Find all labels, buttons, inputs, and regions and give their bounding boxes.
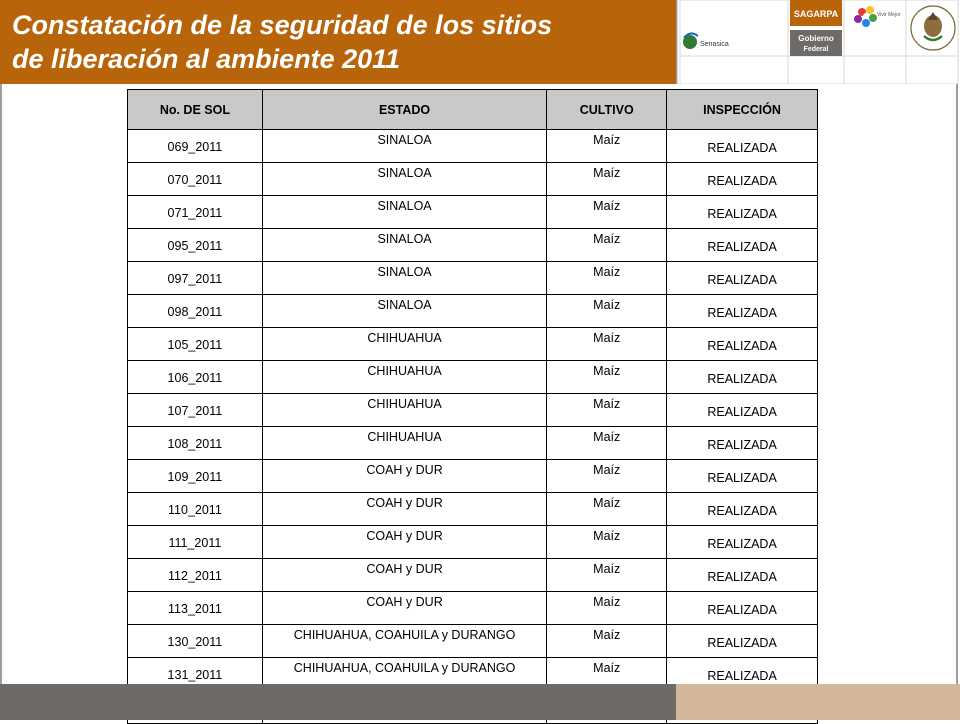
cell-inspeccion: REALIZADA [667, 130, 818, 163]
cell-inspeccion: REALIZADA [667, 559, 818, 592]
cell-estado: COAH y DUR [262, 460, 547, 493]
cell-no-sol: 098_2011 [128, 295, 263, 328]
cell-inspeccion: REALIZADA [667, 295, 818, 328]
cell-inspeccion: REALIZADA [667, 460, 818, 493]
gobierno-text-2: Federal [803, 46, 829, 53]
cell-cultivo: Maíz [547, 196, 667, 229]
cell-cultivo: Maíz [547, 427, 667, 460]
cell-no-sol: 071_2011 [128, 196, 263, 229]
table-row [128, 229, 818, 262]
footer-bar-tan [676, 684, 960, 720]
cell-no-sol: 110_2011 [128, 493, 263, 526]
gobierno-text-1: Gobierno [798, 34, 834, 43]
cell-inspeccion: REALIZADA [667, 361, 818, 394]
cell-cultivo: Maíz [547, 592, 667, 625]
header-no-sol: No. DE SOL [128, 90, 263, 130]
table-row [128, 460, 818, 493]
cell-estado: SINALOA [262, 295, 547, 328]
cell-inspeccion: REALIZADA [667, 328, 818, 361]
table-row [128, 163, 818, 196]
cell-estado: CHIHUAHUA [262, 394, 547, 427]
left-frame-rule [0, 84, 2, 684]
slide-title-line-2: de liberación al ambiente 2011 [12, 44, 401, 74]
cell-estado: SINALOA [262, 196, 547, 229]
header-inspeccion: INSPECCIÓN [667, 90, 818, 130]
cell-inspeccion: REALIZADA [667, 658, 818, 691]
cell-estado: CHIHUAHUA, COAHUILA y DURANGO [262, 625, 547, 658]
cell-cultivo: Maíz [547, 130, 667, 163]
cell-estado: COAH y DUR [262, 493, 547, 526]
table-row [128, 361, 818, 394]
cell-inspeccion: REALIZADA [667, 625, 818, 658]
cell-cultivo: Maíz [547, 526, 667, 559]
cell-no-sol: 070_2011 [128, 163, 263, 196]
cell-cultivo: Maíz [547, 658, 667, 691]
cell-no-sol: 106_2011 [128, 361, 263, 394]
cell-estado: CHIHUAHUA [262, 328, 547, 361]
cell-no-sol: 113_2011 [128, 592, 263, 625]
cell-cultivo: Maíz [547, 295, 667, 328]
cell-estado: SINALOA [262, 163, 547, 196]
cell-estado: CHIHUAHUA [262, 427, 547, 460]
cell-inspeccion: REALIZADA [667, 163, 818, 196]
cell-cultivo: Maíz [547, 460, 667, 493]
table-row [128, 592, 818, 625]
logo-banner [676, 0, 960, 84]
cell-inspeccion: REALIZADA [667, 526, 818, 559]
table-header-row [128, 90, 818, 130]
cell-cultivo: Maíz [547, 625, 667, 658]
vivir-mejor-text: Vivir Mejor [877, 12, 901, 18]
senasica-logo [683, 33, 729, 49]
cell-no-sol: 130_2011 [128, 625, 263, 658]
table-row [128, 526, 818, 559]
cell-inspeccion: REALIZADA [667, 229, 818, 262]
cell-inspeccion: REALIZADA [667, 262, 818, 295]
table-row [128, 196, 818, 229]
cell-no-sol: 095_2011 [128, 229, 263, 262]
cell-no-sol: 069_2011 [128, 130, 263, 163]
cell-cultivo: Maíz [547, 328, 667, 361]
table-row [128, 493, 818, 526]
table-row [128, 625, 818, 658]
header-estado: ESTADO [262, 90, 547, 130]
table-row [128, 130, 818, 163]
slide-title [12, 8, 672, 76]
cell-cultivo: Maíz [547, 163, 667, 196]
cell-inspeccion: REALIZADA [667, 196, 818, 229]
header-cultivo: CULTIVO [547, 90, 667, 130]
cell-no-sol: 107_2011 [128, 394, 263, 427]
right-frame-rule [956, 84, 958, 684]
cell-inspeccion: REALIZADA [667, 427, 818, 460]
cell-estado: CHIHUAHUA, COAHUILA y DURANGO [262, 658, 547, 691]
cell-estado: SINALOA [262, 229, 547, 262]
table-row [128, 559, 818, 592]
cell-cultivo: Maíz [547, 559, 667, 592]
gobierno-federal-logo [790, 30, 842, 56]
cell-estado: COAH y DUR [262, 526, 547, 559]
cell-cultivo: Maíz [547, 229, 667, 262]
footer-bar-dark [0, 684, 676, 720]
cell-estado: SINALOA [262, 262, 547, 295]
cell-inspeccion: REALIZADA [667, 394, 818, 427]
cell-inspeccion: REALIZADA [667, 592, 818, 625]
cell-inspeccion: REALIZADA [667, 493, 818, 526]
cell-cultivo: Maíz [547, 262, 667, 295]
cell-cultivo: Maíz [547, 394, 667, 427]
cell-no-sol: 097_2011 [128, 262, 263, 295]
sagarpa-text: SAGARPA [793, 9, 839, 19]
table-row [128, 262, 818, 295]
cell-no-sol: 131_2011 [128, 658, 263, 691]
senasica-text: Senasica [700, 41, 729, 48]
logo-area [676, 0, 960, 84]
cell-no-sol: 111_2011 [128, 526, 263, 559]
cell-cultivo: Maíz [547, 361, 667, 394]
cell-no-sol: 105_2011 [128, 328, 263, 361]
inspection-table [127, 89, 818, 724]
cell-estado: SINALOA [262, 130, 547, 163]
coat-of-arms-icon [911, 6, 955, 50]
cell-cultivo: Maíz [547, 493, 667, 526]
vivir-mejor-logo [854, 6, 901, 27]
table-row [128, 328, 818, 361]
table-row [128, 427, 818, 460]
cell-estado: COAH y DUR [262, 592, 547, 625]
sagarpa-logo [790, 0, 842, 26]
cell-estado: CHIHUAHUA [262, 361, 547, 394]
cell-no-sol: 112_2011 [128, 559, 263, 592]
cell-no-sol: 108_2011 [128, 427, 263, 460]
table-row [128, 295, 818, 328]
slide-title-line-1: Constatación de la seguridad de los sitios [12, 10, 553, 40]
cell-no-sol: 109_2011 [128, 460, 263, 493]
title-bar [0, 0, 676, 84]
cell-estado: COAH y DUR [262, 559, 547, 592]
table-row [128, 394, 818, 427]
